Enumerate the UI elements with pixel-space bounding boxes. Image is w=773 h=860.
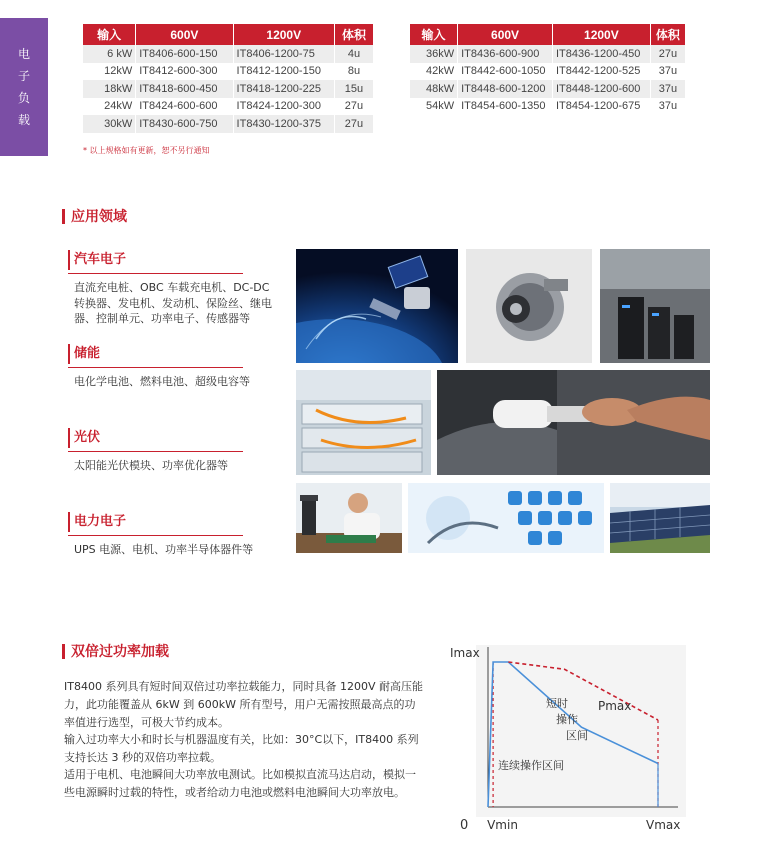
- table-row: [83, 45, 373, 63]
- short-term-label-1: 短时: [546, 697, 568, 710]
- table-cell: IT8424-1200-300: [233, 98, 334, 116]
- table-cell: 8u: [334, 63, 373, 81]
- double-power-paragraph-1: IT8400 系列具有短时间双倍过功率拉载能力，同时具备 1200V 耐高压能力，此功能覆盖从 6kW 到 600kW 所有型号，用户无需按照最高点的功率值进行选型，可极大节约成本。: [64, 680, 423, 729]
- battery-pack-photo: [296, 370, 431, 475]
- table-cell: IT8454-1200-675: [552, 98, 650, 116]
- medical-icons-photo: [408, 483, 604, 553]
- table-cell: 6 kW: [83, 45, 136, 63]
- category-automotive: [68, 250, 278, 327]
- table-cell: IT8406-1200-75: [233, 45, 334, 63]
- category-desc: 直流充电桩、OBC 车载充电机、DC-DC 转换器、发电机、发动机、保险丝、继电器、控制单元、功率电子、传感器等: [74, 281, 272, 325]
- category-rule: [68, 535, 243, 536]
- table-cell: IT8424-600-600: [136, 98, 233, 116]
- spec-table-left: [83, 24, 373, 133]
- vmin-label: Vmin: [487, 818, 518, 832]
- table-cell: IT8430-600-750: [136, 115, 233, 133]
- lab-scientist-photo: [296, 483, 402, 553]
- category-desc: UPS 电源、电机、功率半导体器件等: [74, 543, 254, 556]
- side-tab: [0, 18, 48, 156]
- double-power-heading: [62, 641, 169, 661]
- table-cell: IT8454-600-1350: [458, 98, 553, 116]
- header-1200v: 1200V: [233, 24, 334, 45]
- header-input: 输入: [83, 24, 136, 45]
- category-rule: [68, 367, 243, 368]
- table-cell: IT8436-600-900: [458, 45, 553, 63]
- short-term-label-3: 区间: [566, 729, 588, 742]
- table-cell: IT8430-1200-375: [233, 115, 334, 133]
- table-cell: 30kW: [83, 115, 136, 133]
- table-row: [83, 115, 373, 133]
- side-tab-char: 载: [17, 113, 30, 127]
- pmax-label: Pmax: [598, 699, 632, 713]
- table-cell: 37u: [650, 63, 685, 81]
- table-row: [410, 98, 685, 116]
- table-row: [83, 98, 373, 116]
- category-rule: [68, 451, 243, 452]
- table-cell: 27u: [334, 98, 373, 116]
- header-volume: 体积: [334, 24, 373, 45]
- heading-bar: [62, 209, 65, 224]
- table-cell: IT8412-1200-150: [233, 63, 334, 81]
- vmax-label: Vmax: [646, 818, 681, 832]
- category-pv: [68, 428, 278, 474]
- applications-heading-text: 应用领域: [71, 209, 127, 225]
- table-cell: IT8448-1200-600: [552, 80, 650, 98]
- header-600v: 600V: [458, 24, 553, 45]
- double-power-paragraph-2: 输入过功率大小和时长与机器温度有关，比如：30°C以下，IT8400 系列支持长达 3 秒的双倍功率拉载。: [64, 733, 419, 764]
- table-cell: 37u: [650, 98, 685, 116]
- table-cell: 37u: [650, 80, 685, 98]
- table-row: [410, 80, 685, 98]
- table-cell: IT8436-1200-450: [552, 45, 650, 63]
- spec-note: * 以上规格如有更新，恕不另行通知: [83, 146, 210, 155]
- table-cell: IT8412-600-300: [136, 63, 233, 81]
- spec-table-right: [410, 24, 685, 115]
- table-cell: 15u: [334, 80, 373, 98]
- table-cell: IT8418-1200-225: [233, 80, 334, 98]
- table-cell: 36kW: [410, 45, 458, 63]
- continuous-label: 连续操作区间: [498, 759, 564, 772]
- table-cell: IT8418-600-450: [136, 80, 233, 98]
- category-title: 汽车电子: [68, 250, 278, 270]
- side-tab-char: 负: [17, 91, 30, 105]
- table-row: [83, 63, 373, 81]
- double-power-heading-text: 双倍过功率加载: [71, 644, 169, 660]
- satellite-photo: [296, 249, 458, 363]
- table-row: [410, 45, 685, 63]
- solar-panels-photo: [610, 483, 710, 553]
- table-cell: 27u: [650, 45, 685, 63]
- category-power-electronics: [68, 512, 278, 558]
- ups-cabinet-photo: [600, 249, 710, 363]
- table-cell: 42kW: [410, 63, 458, 81]
- short-term-label-2: 操作: [556, 713, 578, 726]
- double-power-paragraph-3: 适用于电机、电池瞬间大功率放电测试。比如模拟直流马达启动，模拟一些电源瞬时过载的特性，或者给动力电池或燃料电池瞬间大功率放电。: [64, 768, 416, 799]
- table-cell: 48kW: [410, 80, 458, 98]
- header-input: 输入: [410, 24, 458, 45]
- category-title: 光伏: [68, 428, 278, 448]
- table-row: [83, 80, 373, 98]
- applications-heading: [62, 206, 127, 226]
- table-row: [410, 63, 685, 81]
- category-desc: 太阳能光伏模块、功率优化器等: [74, 459, 228, 472]
- category-storage: [68, 344, 278, 390]
- alternator-photo: [466, 249, 592, 363]
- header-volume: 体积: [650, 24, 685, 45]
- table-cell: 18kW: [83, 80, 136, 98]
- power-curve-chart: [440, 635, 700, 840]
- heading-bar: [62, 644, 65, 659]
- table-cell: 4u: [334, 45, 373, 63]
- header-600v: 600V: [136, 24, 233, 45]
- imax-label: Imax: [450, 646, 480, 660]
- side-tab-char: 电: [17, 47, 30, 61]
- table-cell: IT8442-1200-525: [552, 63, 650, 81]
- table-cell: 27u: [334, 115, 373, 133]
- table-cell: IT8448-600-1200: [458, 80, 553, 98]
- table-cell: IT8442-600-1050: [458, 63, 553, 81]
- table-cell: 24kW: [83, 98, 136, 116]
- category-desc: 电化学电池、燃料电池、超级电容等: [74, 375, 250, 388]
- ev-charging-photo: [437, 370, 710, 475]
- category-title: 电力电子: [68, 512, 278, 532]
- table-cell: 54kW: [410, 98, 458, 116]
- category-title: 储能: [68, 344, 278, 364]
- header-1200v: 1200V: [552, 24, 650, 45]
- table-cell: 12kW: [83, 63, 136, 81]
- category-rule: [68, 273, 243, 274]
- origin-label: 0: [460, 818, 469, 833]
- table-cell: IT8406-600-150: [136, 45, 233, 63]
- side-tab-char: 子: [17, 69, 30, 83]
